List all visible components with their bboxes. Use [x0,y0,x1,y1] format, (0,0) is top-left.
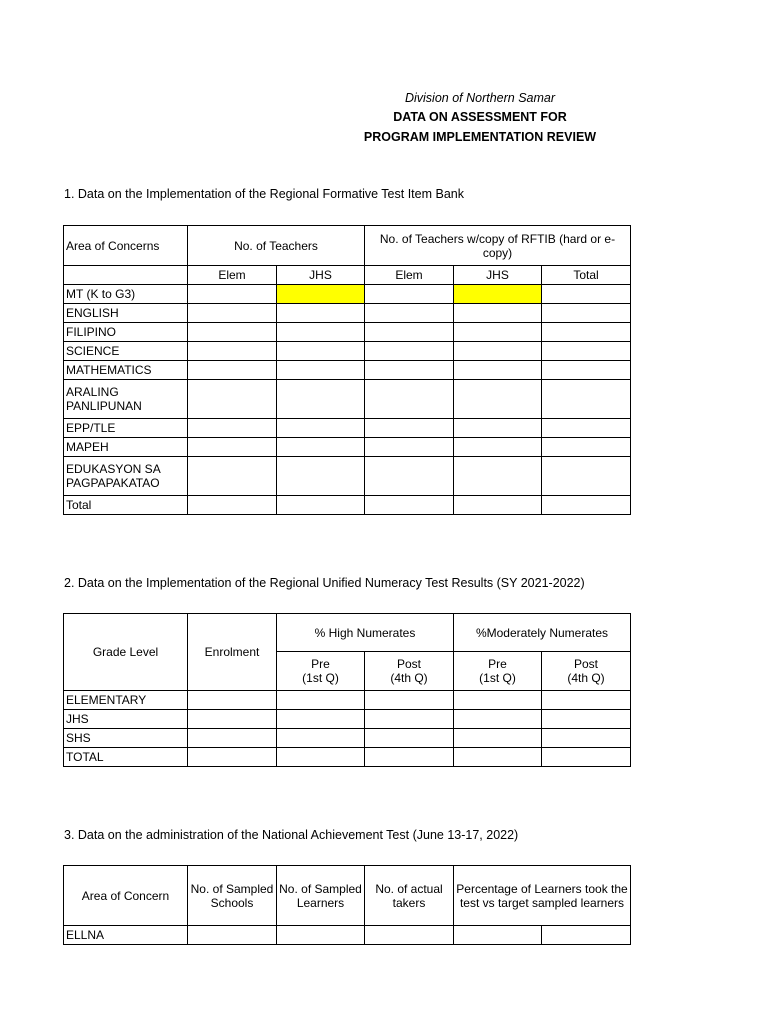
data-cell[interactable] [542,438,631,457]
data-cell[interactable] [454,691,542,710]
table-row [64,691,631,710]
data-cell[interactable] [277,438,365,457]
data-cell[interactable] [188,438,277,457]
data-cell[interactable] [188,691,277,710]
header-high-numerates: % High Numerates [277,614,454,652]
data-cell[interactable] [542,323,631,342]
data-cell[interactable] [188,710,277,729]
header-blank-cell [64,266,188,285]
data-cell[interactable] [277,380,365,419]
data-cell[interactable] [365,419,454,438]
table-row [64,419,631,438]
data-cell[interactable] [188,457,277,496]
table-row [64,304,631,323]
data-cell[interactable] [454,748,542,767]
header-elem: Elem [188,266,277,285]
table-row [64,710,631,729]
data-cell[interactable] [188,496,277,515]
data-cell[interactable] [365,496,454,515]
data-cell[interactable] [277,342,365,361]
row-label: ENGLISH [64,304,188,323]
section-3-title: 3. Data on the administration of the National Achievement Test (June 13-17, 2022) [64,828,519,842]
data-cell[interactable] [454,496,542,515]
header-sampled-schools: No. of Sampled Schools [188,866,277,926]
row-label: JHS [64,710,188,729]
row-label: ELEMENTARY [64,691,188,710]
data-cell[interactable] [542,285,631,304]
data-cell[interactable] [454,457,542,496]
highlighted-cell[interactable] [277,285,365,304]
data-cell[interactable] [365,323,454,342]
header-grade-level: Grade Level [64,614,188,691]
division-name: Division of Northern Samar [404,91,556,105]
header-post: Post (4th Q) [542,652,631,691]
row-label: MATHEMATICS [64,361,188,380]
data-cell[interactable] [277,304,365,323]
header-pre: Pre (1st Q) [454,652,542,691]
data-cell[interactable] [188,361,277,380]
data-cell[interactable] [188,380,277,419]
data-cell[interactable] [277,496,365,515]
data-cell[interactable] [365,926,454,945]
row-label: Total [64,496,188,515]
data-cell[interactable] [454,323,542,342]
data-cell[interactable] [188,304,277,323]
table-row [64,496,631,515]
data-cell[interactable] [365,285,454,304]
data-cell[interactable] [277,323,365,342]
section-2-title: 2. Data on the Implementation of the Regional Unified Numeracy Test Results (SY 2021-2022) [64,576,585,590]
data-cell[interactable] [277,457,365,496]
table-row [64,457,631,496]
data-cell[interactable] [188,419,277,438]
data-cell[interactable] [454,926,542,945]
header-area-of-concern: Area of Concern [64,866,188,926]
header-sampled-learners: No. of Sampled Learners [277,866,365,926]
row-label: ARALING PANLIPUNAN [64,380,188,419]
data-cell[interactable] [454,361,542,380]
row-label: TOTAL [64,748,188,767]
data-cell[interactable] [454,729,542,748]
header-jhs-copy: JHS [454,266,542,285]
document-title-line-2: PROGRAM IMPLEMENTATION REVIEW [363,130,597,144]
header-no-of-teachers: No. of Teachers [188,226,365,266]
header-moderately-numerates: %Moderately Numerates [454,614,631,652]
table-row [64,323,631,342]
data-cell[interactable] [277,419,365,438]
data-cell[interactable] [365,342,454,361]
data-cell[interactable] [365,729,454,748]
data-cell[interactable] [365,438,454,457]
data-cell[interactable] [365,710,454,729]
header-teachers-with-copy: No. of Teachers w/copy of RFTIB (hard or e-copy) [365,226,631,266]
table-row [64,361,631,380]
data-cell[interactable] [542,457,631,496]
row-label: MAPEH [64,438,188,457]
data-cell[interactable] [188,729,277,748]
rftib-table [63,225,631,515]
data-cell[interactable] [188,926,277,945]
table-row [64,285,631,304]
header-elem-copy: Elem [365,266,454,285]
data-cell[interactable] [542,380,631,419]
table-row [64,342,631,361]
data-cell[interactable] [188,748,277,767]
data-cell[interactable] [365,748,454,767]
table-row [64,926,631,945]
data-cell[interactable] [277,926,365,945]
data-cell[interactable] [365,380,454,419]
data-cell[interactable] [542,304,631,323]
data-cell[interactable] [188,323,277,342]
data-cell[interactable] [542,361,631,380]
table-row [64,380,631,419]
data-cell[interactable] [188,285,277,304]
data-cell[interactable] [542,342,631,361]
table-row [64,438,631,457]
header-enrolment: Enrolment [188,614,277,691]
data-cell[interactable] [542,729,631,748]
data-cell[interactable] [454,342,542,361]
data-cell[interactable] [542,926,631,945]
data-cell[interactable] [542,748,631,767]
section-1-title: 1. Data on the Implementation of the Regional Formative Test Item Bank [64,187,464,201]
row-label: ELLNA [64,926,188,945]
data-cell[interactable] [454,380,542,419]
data-cell[interactable] [277,691,365,710]
data-cell[interactable] [277,361,365,380]
table-row [64,748,631,767]
data-cell[interactable] [365,304,454,323]
header-post: Post (4th Q) [365,652,454,691]
row-label: SCIENCE [64,342,188,361]
table-row [64,729,631,748]
data-cell[interactable] [542,496,631,515]
data-cell[interactable] [365,361,454,380]
header-total: Total [542,266,631,285]
highlighted-cell[interactable] [454,285,542,304]
data-cell[interactable] [454,304,542,323]
data-cell[interactable] [365,457,454,496]
numeracy-table [63,613,631,767]
data-cell[interactable] [188,342,277,361]
row-label: MT (K to G3) [64,285,188,304]
nat-table [63,865,631,945]
data-cell[interactable] [454,710,542,729]
header-actual-takers: No. of actual takers [365,866,454,926]
row-label: EDUKASYON SA PAGPAPAKATAO [64,457,188,496]
data-cell[interactable] [454,438,542,457]
data-cell[interactable] [542,691,631,710]
header-pre: Pre (1st Q) [277,652,365,691]
header-percentage-learners: Percentage of Learners took the test vs target sampled learners [454,866,631,926]
row-label: SHS [64,729,188,748]
row-label: EPP/TLE [64,419,188,438]
document-title-line-1: DATA ON ASSESSMENT FOR [393,110,567,124]
data-cell[interactable] [365,691,454,710]
header-jhs: JHS [277,266,365,285]
data-cell[interactable] [454,419,542,438]
data-cell[interactable] [277,748,365,767]
data-cell[interactable] [542,419,631,438]
data-cell[interactable] [542,710,631,729]
data-cell[interactable] [277,710,365,729]
row-label: FILIPINO [64,323,188,342]
header-area-of-concerns: Area of Concerns [64,226,188,266]
data-cell[interactable] [277,729,365,748]
